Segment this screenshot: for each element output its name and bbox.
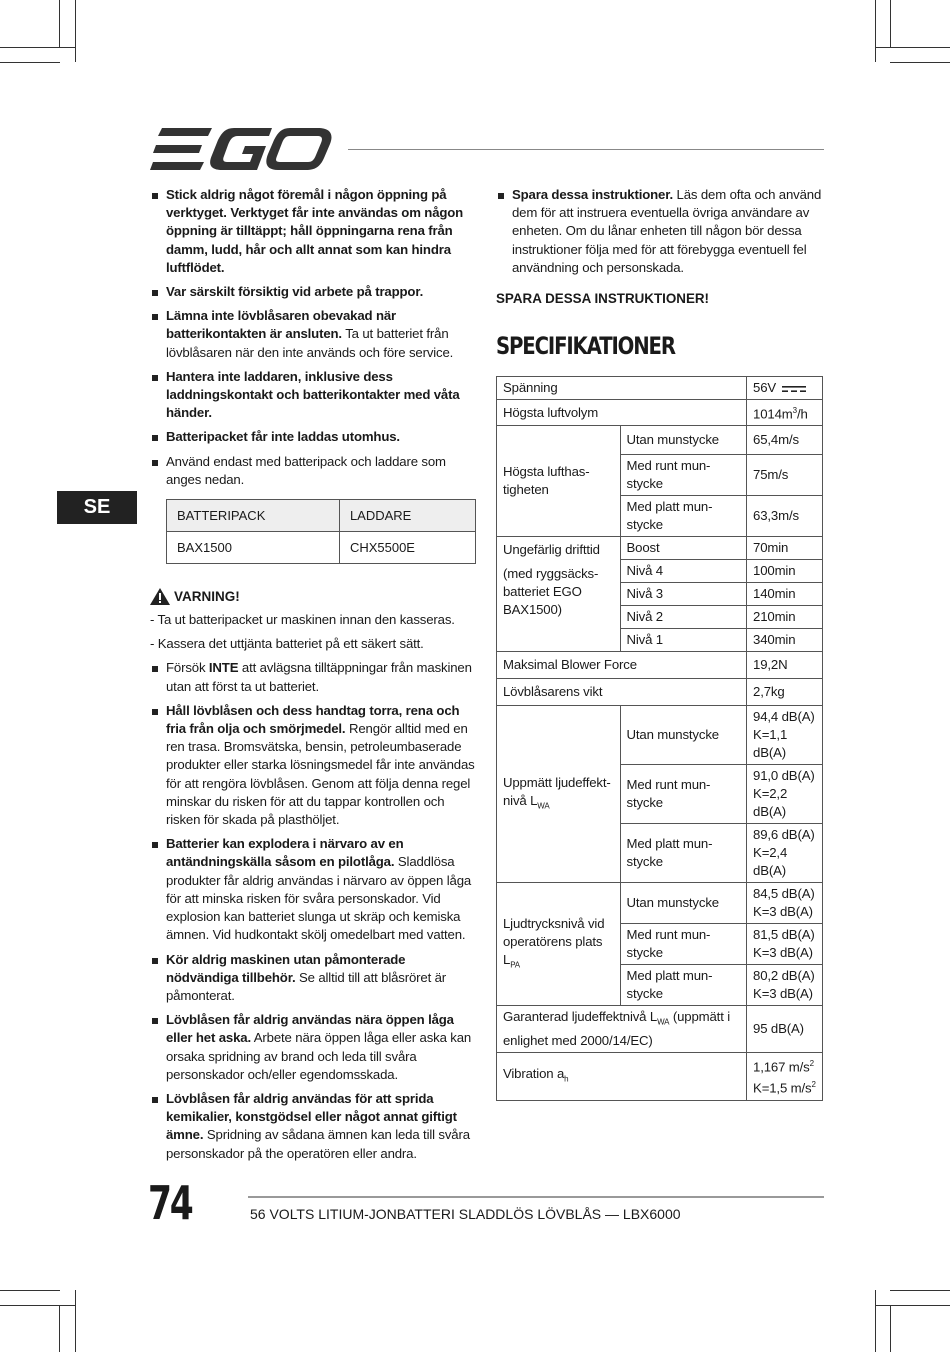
crop-mark [75,1290,76,1352]
crop-mark [875,0,876,62]
crop-mark [59,0,60,48]
spec-label: Ljudtrycksnivå vid operatörens plats $L_{PA}$ [497,883,621,1006]
spec-label: Uppmätt ljudeffekt-nivå $L_{WA}$ [497,706,621,883]
spec-value: 94,4 dB(A) K=1,1 dB(A) [747,706,823,765]
spec-value: $1014m^3/h$ [747,400,823,426]
table-header: LADDARE [339,500,475,532]
spec-label: Högsta lufthas-tigheten [497,426,621,537]
spec-value: 2,7kg [747,679,823,706]
spec-value: 340min [747,629,823,652]
crop-mark [0,47,75,48]
list-item: Kör aldrig maskinen utan påmonterade nödvändiga tillbehör. Se alltid till att blåsröret är påmonterat. [150,951,480,1006]
header-rule [348,149,824,150]
list-item: Batteripacket får inte laddas utomhus. [150,428,480,446]
list-item: Använd endast med batteripack och laddare som anges nedan. [150,453,480,489]
spec-sublabel: Med platt mun-stycke [620,965,747,1006]
crop-mark [0,1290,60,1291]
language-tab: SE [57,491,137,524]
spec-value: 140min [747,583,823,606]
left-column [150,186,480,1169]
spec-label: Ungefärlig drifttid (med ryggsäcks-batteriet EGO BAX1500) [497,537,621,652]
spec-value: 80,2 dB(A) K=3 dB(A) [747,965,823,1006]
list-item: Hantera inte laddaren, inklusive dess laddningskontakt och batterikontakter med våta händer. [150,368,480,423]
warning-icon [150,588,170,605]
spec-sublabel: Utan munstycke [620,883,747,924]
spec-sublabel: Utan munstycke [620,706,747,765]
spec-value: 19,2N [747,652,823,679]
table-header: BATTERIPACK [167,500,340,532]
list-item: Lämna inte lövblåsaren obevakad när batterikontakten är ansluten. Ta ut batteriet från lövblåsaren när den inte används och före service. [150,307,480,362]
spec-value: 56V [747,377,823,400]
spec-sublabel: Nivå 2 [620,606,747,629]
spec-value: 65,4m/s [747,426,823,455]
spec-value: 63,3m/s [747,496,823,537]
spec-label: Garanterad ljudeffektnivå $L_{WA}$ (uppmätt i enlighet med 2000/14/EC) [497,1006,747,1053]
spec-sublabel: Med runt mun-stycke [620,765,747,824]
crop-mark [890,62,950,63]
list-item: Stick aldrig något föremål i någon öppning på verktyget. Verktyget får inte användas om någon öppning är tilltäppt; håll öppningarna rena från damm, ludd, hår och allt annat som kan hindra luftflödet. [150,186,480,277]
spec-value: 70min [747,537,823,560]
crop-mark [890,1305,891,1352]
warning-heading: VARNING! [150,588,480,605]
spec-label: Högsta luftvolym [497,400,747,426]
spec-label: Lövblåsarens vikt [497,679,747,706]
spec-sublabel: Nivå 1 [620,629,747,652]
spec-label: Vibration $a_h$ [497,1053,747,1101]
table-cell: CHX5500E [339,532,475,564]
specs-table [496,376,823,1101]
spec-sublabel: Utan munstycke [620,426,747,455]
warning-line: - Ta ut batteripacket ur maskinen innan den kasseras. [150,612,455,628]
list-item: Lövblåsen får aldrig användas för att sprida kemikalier, konstgödsel eller något annat giftigt ämne. Spridning av sådana ämnen kan leda till svåra personskador på the operatören eller andra. [150,1090,480,1163]
save-instructions-heading: SPARA DESSA INSTRUKTIONER! [496,291,710,307]
crop-mark [875,1305,950,1306]
dc-symbol-icon [782,384,806,394]
crop-mark [0,1305,75,1306]
spec-sublabel: Nivå 4 [620,560,747,583]
crop-mark [875,47,950,48]
list-item: Batterier kan explodera i närvaro av en antändningskälla såsom en pilotlåga. Sladdlösa produkter får aldrig användas i närvaro av öppen låga för att minska risken för svåra personskador. Vid explosion kan batteriet slunga ut skräp och kemiska ämnen. Vid hudkontakt skölj omedelbart med vatten. [150,835,480,944]
footer-rule [248,1196,824,1198]
spec-value: 91,0 dB(A) K=2,2 dB(A) [747,765,823,824]
list-item: Var särskilt försiktig vid arbete på trappor. [150,283,480,301]
spec-sublabel: Med runt mun-stycke [620,455,747,496]
spec-value: 75m/s [747,455,823,496]
list-item: Spara dessa instruktioner. Läs dem ofta och använd dem för att instruera eventuella övriga användare av enheten. Om du lånar enheten till någon bör dessa instruktioner följa med för att förebygga eventuell fel användning och personskada. [496,186,826,277]
list-item: Håll lövblåsen och dess handtag torra, rena och fria från olja och smörjmedel. Rengör alltid med en ren trasa. Bromsvätska, bensin, petroleumbaserade produkter eller starka lösningsmedel får inte användas för att rengöra lövblåsen. Genom att följa denna regel minskar du risken för att du tappar kontrollen och risken för skada på plasthöljet. [150,702,480,829]
crop-mark [890,1290,950,1291]
warning-line: - Kassera det uttjänta batteriet på ett säkert sätt. [150,636,424,652]
spec-sublabel: Nivå 3 [620,583,747,606]
table-cell: BAX1500 [167,532,340,564]
crop-mark [875,1290,876,1352]
spec-value: 84,5 dB(A) K=3 dB(A) [747,883,823,924]
page-number: 74 [148,1176,192,1230]
ego-logo [150,128,332,172]
spec-value: 89,6 dB(A) K=2,4 dB(A) [747,824,823,883]
spec-value: 100min [747,560,823,583]
spec-value: 95 dB(A) [747,1006,823,1053]
specs-title: SPECIFIKATIONER [496,332,675,361]
crop-mark [59,1305,60,1352]
spec-value: 210min [747,606,823,629]
crop-mark [890,0,891,48]
list-item: Försök INTE att avlägsna tilltäppningar från maskinen utan att först ta ut batteriet. [150,659,480,695]
spec-value: 1,167 $m/s^2$ K=1,5 $m/s^2$ [747,1053,823,1101]
crop-mark [0,62,60,63]
right-column [496,186,826,1101]
spec-label: Maksimal Blower Force [497,652,747,679]
spec-value: 81,5 dB(A) K=3 dB(A) [747,924,823,965]
spec-sublabel: Boost [620,537,747,560]
spec-sublabel: Med runt mun-stycke [620,924,747,965]
spec-sublabel: Med platt mun-stycke [620,496,747,537]
list-item: Lövblåsen får aldrig användas nära öppen låga eller het aska. Arbete nära öppen låga eller aska kan orsaka spridning av brand och leda till svåra personskador och/eller egendomsskada. [150,1011,480,1084]
crop-mark [75,0,76,62]
spec-sublabel: Med platt mun-stycke [620,824,747,883]
footer-title: 56 VOLTS LITIUM-JONBATTERI SLADDLÖS LÖVBLÅS — LBX6000 [250,1206,681,1222]
battery-table [166,499,476,564]
spec-label: Spänning [497,377,747,400]
